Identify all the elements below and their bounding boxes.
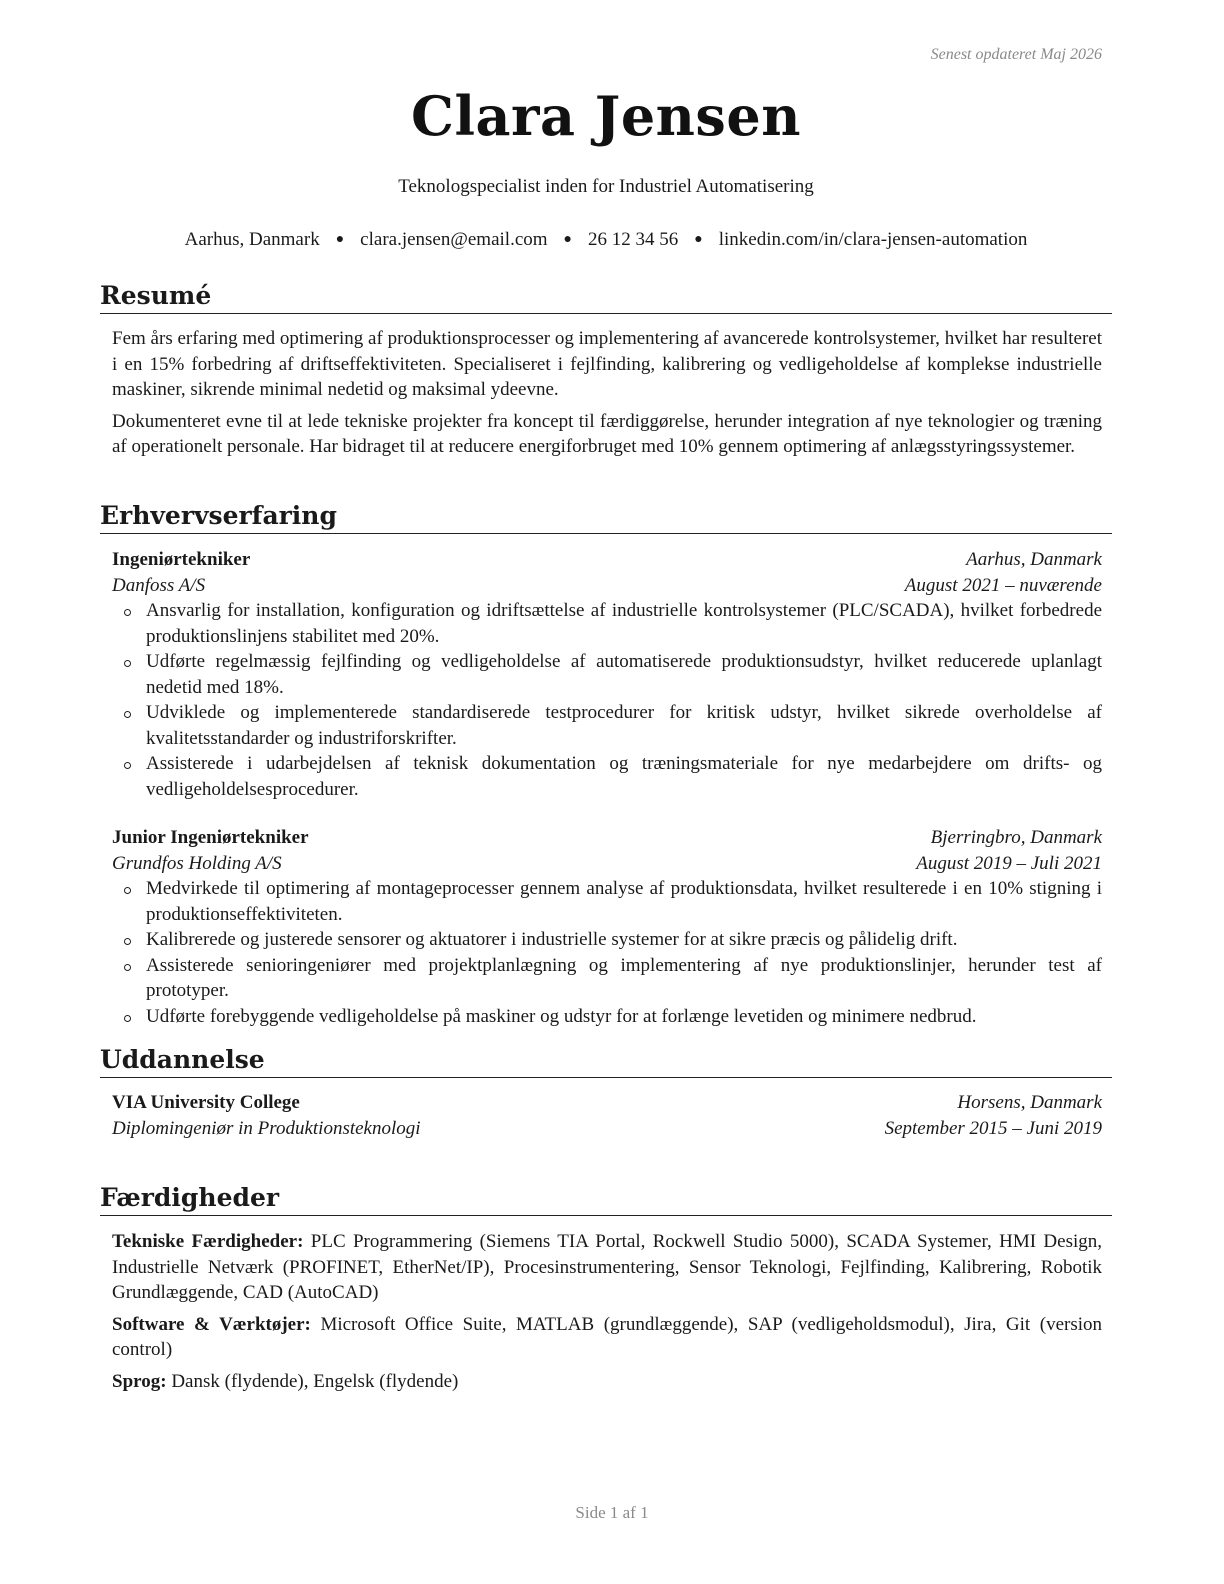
last-updated: Senest opdateret Maj 2026 <box>930 46 1102 63</box>
job-entry <box>112 547 1102 802</box>
summary-block <box>112 326 1102 466</box>
job-company: Grundfos Holding A/S <box>112 852 282 874</box>
skill-text: PLC Programmering (Siemens TIA Portal, Rockwell Studio 5000), SCADA Systemer, HMI Design, Industrielle Netværk (PROFINET, EtherNet/IP), Procesinstrumentering, Sensor Teknologi, Fejlfinding, Kalibrering, Robotik Grundlæggende, CAD (AutoCAD) <box>112 1231 1102 1303</box>
contact-phone: 26 12 34 56 <box>588 229 679 250</box>
job-bullet: Medvirkede til optimering af montageprocesser gennem analyse af produktionsdata, hvilket resulterede i en 10% stigning i produktionseffektiviteten. <box>112 876 1102 927</box>
job-bullet: Kalibrerede og justerede sensorer og aktuatorer i industrielle systemer for at sikre præcis og pålidelig drift. <box>112 927 1102 953</box>
page-number: Side 1 af 1 <box>575 1503 649 1522</box>
education-degree: Diplomingeniør in Produktionsteknologi <box>112 1117 421 1139</box>
job-dates: August 2019 – Juli 2021 <box>916 852 1102 874</box>
skills-block <box>112 1229 1102 1400</box>
job-bullet: Assisterede senioringeniører med projektplanlægning og implementering af nye produktionslinjer, herunder test af prototyper. <box>112 953 1102 1004</box>
candidate-name: Clara Jensen <box>411 84 801 148</box>
summary-paragraph: Fem års erfaring med optimering af produktionsprocesser og implementering af avancerede kontrolsystemer, hvilket har resulteret i en 15% forbedring af driftseffektiviteten. Specialiseret i fejlfinding, kalibrering og vedligeholdelse af komplekse industrielle maskiner, sikrende minimal nedetid og maksimal ydeevne. <box>112 328 1102 400</box>
job-bullet: Ansvarlig for installation, konfiguration og idriftsættelse af industrielle kontrolsystemer (PLC/SCADA), hvilket forbedrede produktionslinjens stabilitet med 20%. <box>112 598 1102 649</box>
summary-paragraph: Dokumenteret evne til at lede tekniske projekter fra koncept til færdiggørelse, herunder integration af nye teknologier og træning af operationelt personale. Har bidraget til at reducere energiforbruget med 10% gennem optimering af anlægsstyringssystemer. <box>112 410 1102 457</box>
skill-row <box>112 1312 1102 1363</box>
skill-row <box>112 1369 1102 1395</box>
bullet-separator-icon: ● <box>335 232 345 247</box>
section-title-experience: Erhvervserfaring <box>100 500 1112 534</box>
job-entry <box>112 825 1102 1029</box>
contact-line <box>100 229 1112 251</box>
section-title-education: Uddannelse <box>100 1044 1112 1078</box>
contact-linkedin[interactable]: linkedin.com/in/clara-jensen-automation <box>718 229 1028 250</box>
job-title: Ingeniørtekniker <box>112 549 251 570</box>
bullet-separator-icon: ● <box>563 232 572 247</box>
job-bullet: Udførte regelmæssig fejlfinding og vedligeholdelse af automatiserede produktionsudstyr, hvilket reducerede uplanlagt nedetid med 18%. <box>112 649 1102 700</box>
job-location: Aarhus, Danmark <box>966 549 1102 570</box>
section-title-summary: Resumé <box>100 280 1112 314</box>
skill-label: Tekniske Færdigheder: <box>112 1231 304 1252</box>
job-location: Bjerringbro, Danmark <box>930 827 1102 848</box>
job-title: Junior Ingeniørtekniker <box>112 827 309 848</box>
candidate-subtitle: Teknologspecialist inden for Industriel Automatisering <box>398 176 814 197</box>
contact-email[interactable]: clara.jensen@email.com <box>360 229 548 250</box>
job-dates: August 2021 – nuværende <box>904 574 1102 596</box>
education-entry <box>112 1090 1102 1141</box>
skill-label: Sprog: <box>112 1370 167 1392</box>
job-bullet: Udførte forebyggende vedligeholdelse på maskiner og udstyr for at forlænge levetiden og minimere nedbrud. <box>112 1004 1102 1030</box>
education-school: VIA University College <box>112 1092 300 1113</box>
job-company: Danfoss A/S <box>112 574 206 596</box>
skill-row <box>112 1229 1102 1306</box>
education-location: Horsens, Danmark <box>957 1092 1102 1113</box>
skill-label: Software & Værktøjer: <box>112 1313 311 1335</box>
bullet-separator-icon: ● <box>694 232 703 247</box>
job-bullet: Assisterede i udarbejdelsen af teknisk dokumentation og træningsmateriale for nye medarbejdere om drifts- og vedligeholdelsesprocedurer. <box>112 751 1102 802</box>
education-dates: September 2015 – Juni 2019 <box>884 1117 1102 1139</box>
job-bullet: Udviklede og implementerede standardiserede testprocedurer for kritisk udstyr, hvilket sikrede overholdelse af kvalitetsstandarder og industriforskrifter. <box>112 700 1102 751</box>
skill-text: Dansk (flydende), Engelsk (flydende) <box>171 1370 459 1392</box>
contact-location: Aarhus, Danmark <box>184 229 320 250</box>
skill-text: Microsoft Office Suite, MATLAB (grundlæggende), SAP (vedligeholdsmodul), Jira, Git (version control) <box>112 1313 1103 1360</box>
section-title-skills: Færdigheder <box>100 1182 1112 1216</box>
